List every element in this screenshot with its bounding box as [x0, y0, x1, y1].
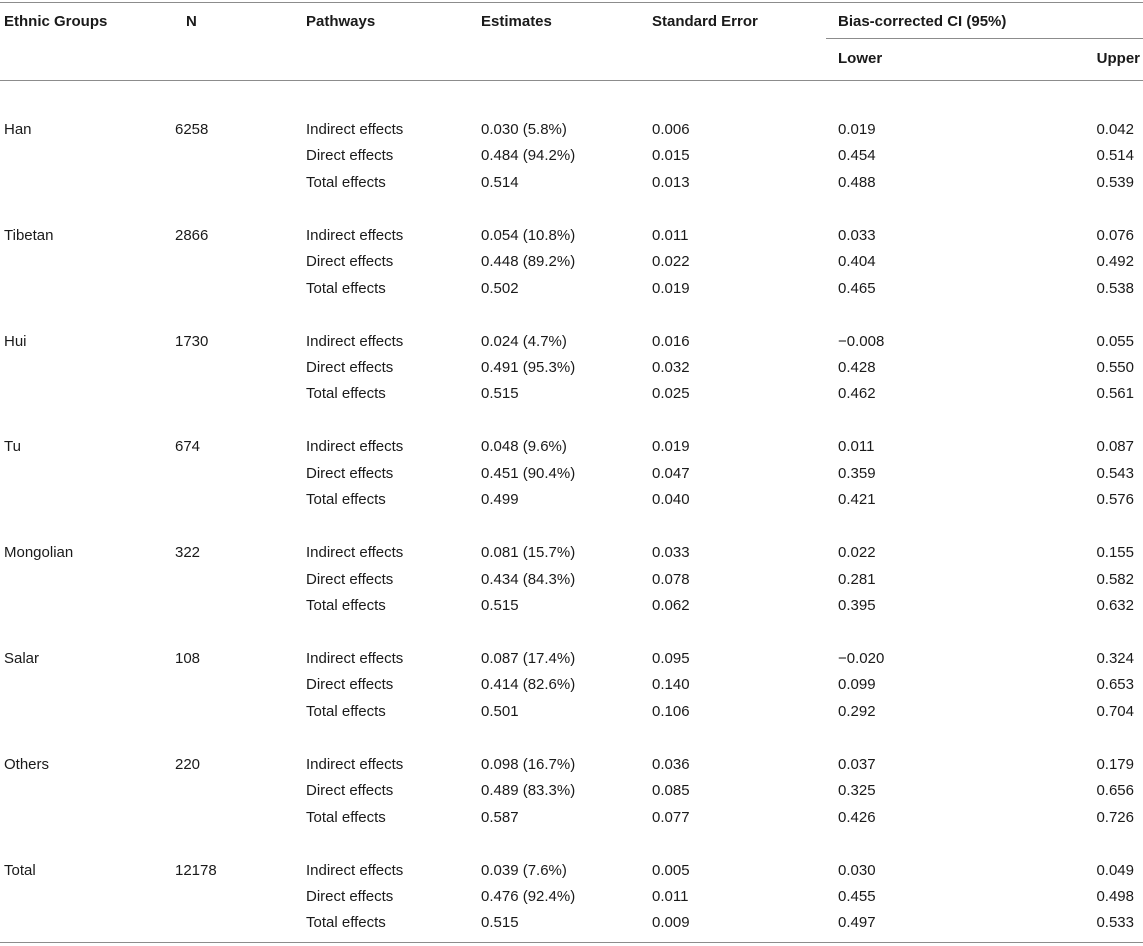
standard-error-cell: 0.032	[652, 359, 690, 376]
estimate-cell: 0.491 (95.3%)	[481, 359, 576, 376]
pathway-cell: Indirect effects	[306, 121, 404, 138]
estimate-cell: 0.098 (16.7%)	[481, 755, 576, 773]
standard-error-cell: 0.022	[652, 253, 690, 271]
ci-lower-cell: 0.426	[838, 808, 876, 826]
ci-lower-cell: 0.281	[838, 570, 876, 588]
pathway-cell: Indirect effects	[306, 332, 404, 350]
estimate-cell: 0.514	[481, 173, 519, 191]
estimate-cell: 0.434 (84.3%)	[481, 570, 576, 588]
standard-error-cell: 0.025	[652, 385, 690, 403]
pathway-cell: Direct effects	[306, 888, 394, 905]
pathway-cell: Indirect effects	[306, 861, 404, 879]
header-standard-error: Standard Error	[652, 13, 758, 30]
group-name-cell: Mongolian	[4, 544, 74, 562]
ci-upper-cell: 0.543	[1096, 464, 1134, 482]
standard-error-cell: 0.033	[652, 544, 690, 562]
ci-lower-cell: 0.325	[838, 782, 876, 800]
ci-upper-cell: 0.561	[1096, 385, 1134, 403]
estimate-cell: 0.587	[481, 808, 519, 826]
ci-lower-cell: 0.030	[838, 861, 876, 879]
pathway-cell: Direct effects	[306, 570, 394, 588]
pathway-cell: Total effects	[306, 279, 386, 297]
group-n-cell: 674	[175, 438, 201, 456]
ci-lower-cell: 0.488	[838, 173, 876, 191]
group-n-cell: 12178	[175, 861, 217, 879]
header-lower: Lower	[838, 50, 883, 67]
standard-error-cell: 0.019	[652, 279, 690, 297]
standard-error-cell: 0.011	[652, 226, 689, 244]
pathway-cell: Total effects	[306, 914, 386, 932]
pathway-cell: Total effects	[306, 173, 386, 191]
ci-upper-cell: 0.576	[1096, 491, 1134, 509]
estimate-cell: 0.048 (9.6%)	[481, 438, 567, 456]
estimate-cell: 0.484 (94.2%)	[481, 147, 576, 165]
standard-error-cell: 0.011	[652, 888, 689, 905]
ci-lower-cell: 0.428	[838, 359, 876, 376]
ci-lower-cell: 0.099	[838, 676, 876, 694]
ci-lower-cell: 0.421	[838, 491, 876, 509]
standard-error-cell: 0.019	[652, 438, 690, 456]
pathway-cell: Total effects	[306, 491, 386, 509]
group-n-cell: 108	[175, 650, 201, 667]
ci-upper-cell: 0.704	[1096, 702, 1134, 720]
standard-error-cell: 0.040	[652, 491, 690, 509]
standard-error-cell: 0.016	[652, 332, 690, 350]
ci-upper-cell: 0.514	[1096, 147, 1134, 165]
estimate-cell: 0.448 (89.2%)	[481, 253, 576, 271]
ci-upper-cell: 0.632	[1096, 597, 1134, 614]
group-n-cell: 2866	[175, 226, 209, 244]
ci-lower-cell: 0.033	[838, 226, 876, 244]
standard-error-cell: 0.047	[652, 464, 690, 482]
group-n-cell: 1730	[175, 332, 209, 350]
ci-upper-cell: 0.055	[1096, 332, 1134, 350]
ci-lower-cell: 0.022	[838, 544, 876, 562]
ci-upper-cell: 0.042	[1096, 121, 1134, 138]
ci-upper-cell: 0.656	[1096, 782, 1134, 800]
header-pathways: Pathways	[306, 13, 376, 30]
pathway-cell: Indirect effects	[306, 544, 404, 562]
ci-upper-cell: 0.538	[1096, 279, 1134, 297]
pathway-cell: Total effects	[306, 702, 386, 720]
pathway-cell: Indirect effects	[306, 755, 404, 773]
estimate-cell: 0.087 (17.4%)	[481, 650, 576, 667]
group-n-cell: 220	[175, 755, 201, 773]
ci-upper-cell: 0.087	[1096, 438, 1134, 456]
ci-lower-cell: 0.465	[838, 279, 876, 297]
header-ethnic-groups: Ethnic Groups	[4, 13, 108, 30]
standard-error-cell: 0.005	[652, 861, 690, 879]
pathway-cell: Direct effects	[306, 676, 394, 694]
group-name-cell: Han	[4, 121, 32, 138]
pathway-cell: Indirect effects	[306, 226, 404, 244]
ci-upper-cell: 0.582	[1096, 570, 1134, 588]
estimate-cell: 0.030 (5.8%)	[481, 121, 567, 138]
header-upper: Upper	[1096, 50, 1140, 67]
standard-error-cell: 0.078	[652, 570, 690, 588]
ci-upper-cell: 0.492	[1096, 253, 1134, 271]
estimate-cell: 0.081 (15.7%)	[481, 544, 576, 562]
group-name-cell: Total	[4, 861, 36, 879]
group-n-cell: 322	[175, 544, 201, 562]
estimate-cell: 0.502	[481, 279, 519, 297]
ci-lower-cell: 0.462	[838, 385, 876, 403]
ci-upper-cell: 0.726	[1096, 808, 1134, 826]
pathway-cell: Direct effects	[306, 147, 394, 165]
ci-upper-cell: 0.550	[1096, 359, 1134, 376]
ci-upper-cell: 0.155	[1096, 544, 1134, 562]
group-n-cell: 6258	[175, 121, 209, 138]
group-name-cell: Salar	[4, 650, 40, 667]
group-name-cell: Tibetan	[4, 226, 54, 244]
ci-lower-cell: 0.395	[838, 597, 876, 614]
pathway-cell: Indirect effects	[306, 438, 404, 456]
ci-upper-cell: 0.324	[1096, 650, 1134, 667]
standard-error-cell: 0.009	[652, 914, 690, 932]
estimate-cell: 0.039 (7.6%)	[481, 861, 567, 879]
ci-lower-cell: 0.455	[838, 888, 876, 905]
ci-upper-cell: 0.533	[1096, 914, 1134, 932]
estimate-cell: 0.499	[481, 491, 519, 509]
standard-error-cell: 0.006	[652, 121, 690, 138]
standard-error-cell: 0.013	[652, 173, 690, 191]
standard-error-cell: 0.077	[652, 808, 690, 826]
ci-lower-cell: −0.008	[838, 332, 885, 350]
estimate-cell: 0.024 (4.7%)	[481, 332, 567, 350]
ci-lower-cell: 0.037	[838, 755, 876, 773]
standard-error-cell: 0.140	[652, 676, 690, 694]
ci-lower-cell: 0.454	[838, 147, 876, 165]
ci-upper-cell: 0.539	[1096, 173, 1134, 191]
standard-error-cell: 0.095	[652, 650, 690, 667]
group-name-cell: Hui	[4, 332, 27, 350]
standard-error-cell: 0.062	[652, 597, 690, 614]
ci-upper-cell: 0.076	[1096, 226, 1134, 244]
pathway-cell: Total effects	[306, 385, 386, 403]
ci-upper-cell: 0.049	[1096, 861, 1134, 879]
estimate-cell: 0.515	[481, 914, 519, 932]
estimate-cell: 0.501	[481, 702, 519, 720]
estimate-cell: 0.451 (90.4%)	[481, 464, 576, 482]
estimate-cell: 0.476 (92.4%)	[481, 888, 576, 905]
standard-error-cell: 0.085	[652, 782, 690, 800]
standard-error-cell: 0.015	[652, 147, 690, 165]
pathway-cell: Total effects	[306, 597, 386, 614]
estimate-cell: 0.414 (82.6%)	[481, 676, 576, 694]
estimate-cell: 0.489 (83.3%)	[481, 782, 576, 800]
group-name-cell: Tu	[4, 438, 21, 456]
ci-upper-cell: 0.179	[1096, 755, 1134, 773]
pathway-cell: Total effects	[306, 808, 386, 826]
ci-upper-cell: 0.498	[1096, 888, 1134, 905]
standard-error-cell: 0.106	[652, 702, 690, 720]
pathway-cell: Direct effects	[306, 253, 394, 271]
ci-lower-cell: 0.019	[838, 121, 876, 138]
ci-lower-cell: 0.292	[838, 702, 876, 720]
pathway-cell: Direct effects	[306, 359, 394, 376]
group-name-cell: Others	[4, 755, 50, 773]
header-estimates: Estimates	[481, 13, 552, 30]
table-bottom-rule	[0, 942, 1143, 943]
ci-lower-cell: −0.020	[838, 650, 885, 667]
ci-lower-cell: 0.359	[838, 464, 876, 482]
pathway-cell: Direct effects	[306, 782, 394, 800]
pathway-cell: Indirect effects	[306, 650, 404, 667]
pathway-cell: Direct effects	[306, 464, 394, 482]
estimate-cell: 0.515	[481, 385, 519, 403]
ci-lower-cell: 0.404	[838, 253, 876, 271]
header-ci: Bias-corrected CI (95%)	[838, 13, 1007, 30]
ci-upper-cell: 0.653	[1096, 676, 1134, 694]
estimate-cell: 0.515	[481, 597, 519, 614]
ci-lower-cell: 0.497	[838, 914, 876, 932]
ci-lower-cell: 0.011	[838, 438, 875, 456]
header-n: N	[186, 13, 197, 30]
standard-error-cell: 0.036	[652, 755, 690, 773]
estimate-cell: 0.054 (10.8%)	[481, 226, 576, 244]
